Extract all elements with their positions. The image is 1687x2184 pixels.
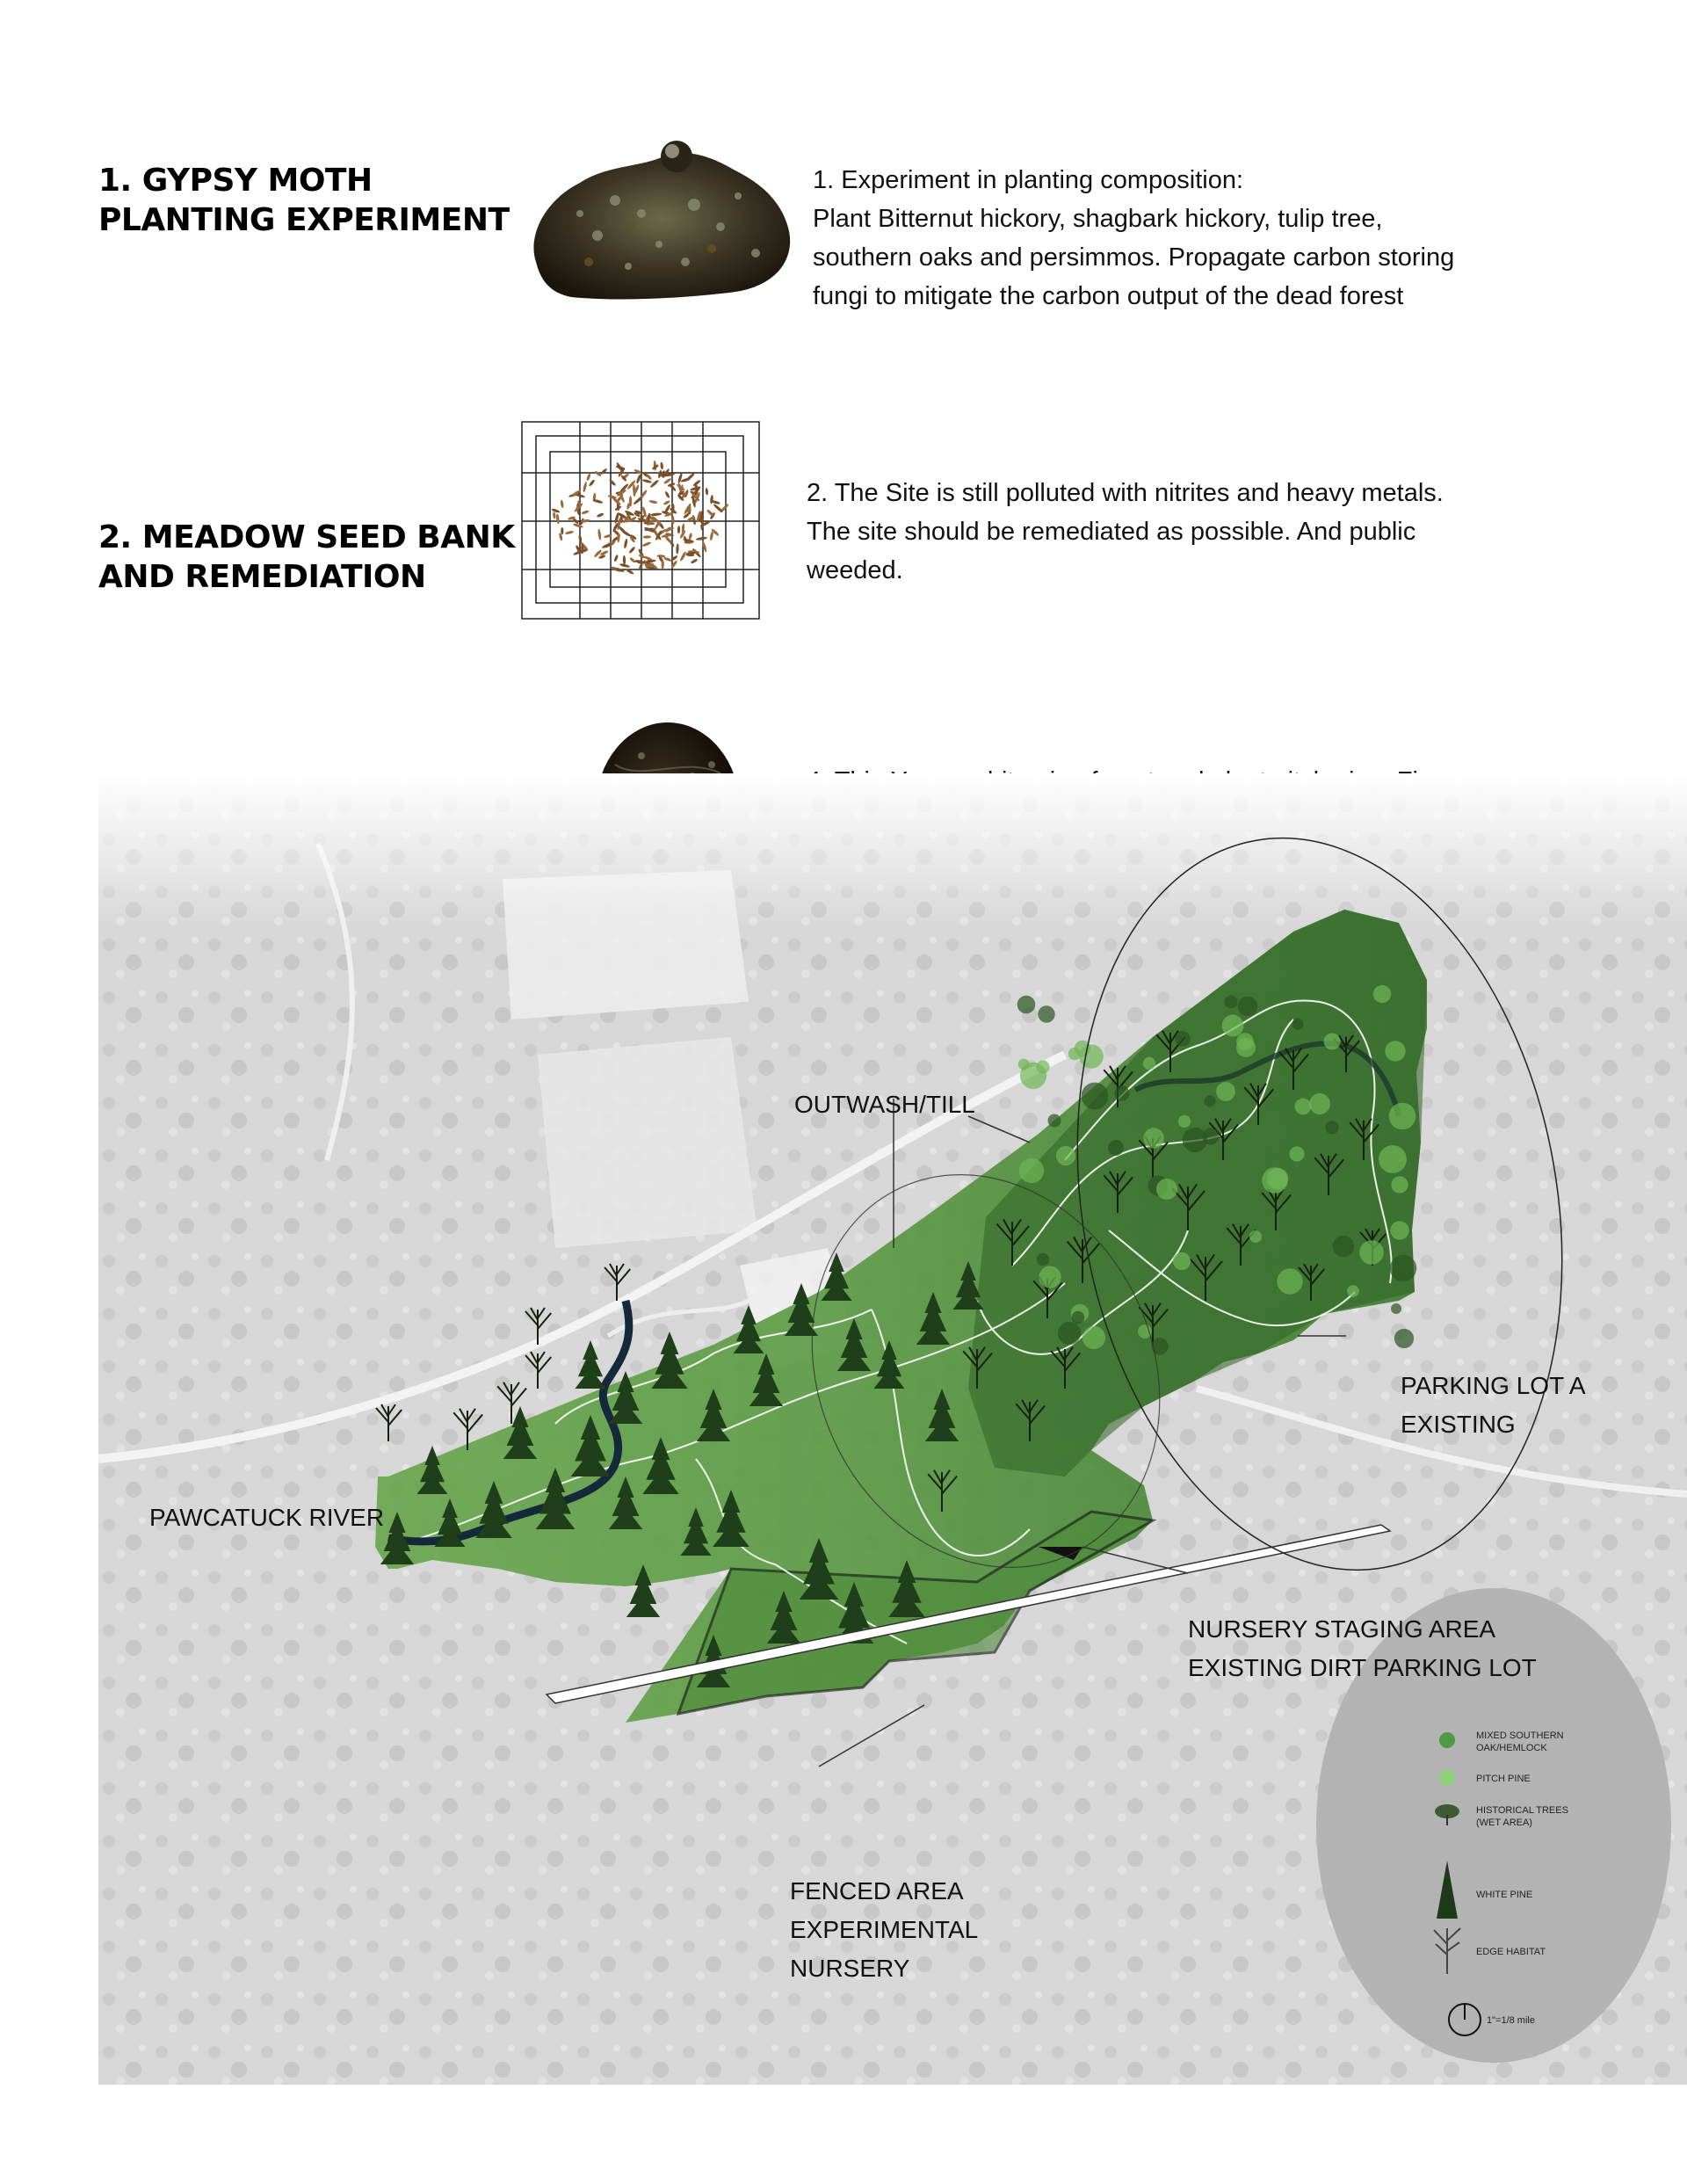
parking-lot-a-label	[1401, 1367, 1586, 1444]
canopy-blob	[1389, 1103, 1416, 1130]
section-1-desc-line: 1. Experiment in planting composition:	[813, 166, 1244, 194]
seed	[663, 556, 672, 562]
canopy-blob	[1391, 1176, 1408, 1193]
canopy-blob	[1037, 1253, 1049, 1266]
section-2-desc-line: 2. The Site is still polluted with nitrites and heavy metals.	[807, 479, 1444, 507]
canopy-blob	[1292, 1018, 1303, 1029]
pitch-pine-icon	[1439, 1770, 1455, 1786]
fenced-area-line3: NURSERY	[790, 1955, 910, 1982]
seed	[597, 528, 602, 540]
seed-bank-grid-icon	[518, 420, 764, 628]
section-2-heading-line2: AND REMEDIATION	[98, 559, 426, 595]
canopy-blob	[1039, 1266, 1061, 1288]
seed	[586, 473, 591, 481]
seed	[679, 551, 687, 562]
legend-item-label: EDGE HABITAT	[1476, 1947, 1546, 1957]
canopy-blob	[1277, 1268, 1302, 1294]
canopy-blob	[1056, 1146, 1075, 1165]
canopy-blob	[1202, 1128, 1219, 1144]
seed	[621, 529, 632, 537]
canopy-blob	[1379, 1145, 1407, 1173]
seed	[691, 558, 699, 564]
canopy-blob	[1143, 1128, 1163, 1148]
seed	[565, 530, 574, 534]
seed	[691, 515, 696, 526]
parking-lot-line1: PARKING LOT A	[1401, 1372, 1586, 1399]
nursery-staging-line2: EXISTING DIRT PARKING LOT	[1188, 1654, 1537, 1681]
canopy-blob	[1390, 1221, 1408, 1239]
legend-item-label: OAK/HEMLOCK	[1476, 1743, 1547, 1753]
legend-item-label: WHITE PINE	[1476, 1890, 1533, 1900]
canopy-blob	[1082, 1326, 1105, 1349]
seed	[713, 504, 723, 513]
seed	[623, 555, 626, 565]
seed	[553, 512, 556, 519]
seed	[594, 470, 602, 477]
canopy-blob	[1391, 1303, 1401, 1314]
seed	[583, 482, 588, 492]
site-map	[98, 773, 1687, 2085]
canopy-blob	[1138, 1324, 1152, 1339]
canopy-blob	[1225, 996, 1238, 1009]
legend-item-label: HISTORICAL TREES	[1476, 1805, 1568, 1816]
canopy-blob	[1249, 1230, 1262, 1243]
canopy-blob	[1333, 1236, 1355, 1258]
canopy-blob	[1347, 1285, 1359, 1297]
canopy-blob	[1019, 1158, 1044, 1183]
section-1-desc-line: southern oaks and persimmos. Propagate carbon storing	[813, 243, 1455, 272]
legend-item-label: MIXED SOUTHERN	[1476, 1731, 1564, 1741]
pawcatuck-river-text: PAWCATUCK RIVER	[149, 1504, 385, 1531]
canopy-blob	[1385, 1041, 1405, 1061]
seed	[600, 468, 608, 475]
seed	[688, 533, 692, 541]
seed	[705, 488, 708, 496]
seed	[629, 556, 636, 563]
canopy-blob	[1325, 1121, 1338, 1134]
canopy-blob	[1394, 1329, 1414, 1348]
section-1-heading-line1: 1. GYPSY MOTH	[98, 163, 373, 199]
canopy-blob	[1175, 1031, 1191, 1047]
canopy-blob	[1295, 1099, 1312, 1115]
canopy-blob	[1143, 1057, 1155, 1070]
seed	[581, 510, 589, 515]
canopy-blob	[1309, 1093, 1330, 1114]
canopy-blob	[1222, 1015, 1244, 1037]
seed	[633, 484, 636, 497]
legend-item-label: (WET AREA)	[1476, 1818, 1532, 1828]
seed	[696, 536, 707, 541]
seed	[555, 513, 560, 524]
seed	[662, 559, 664, 570]
canopy-blob	[1020, 1063, 1046, 1089]
section-2-description	[807, 474, 1510, 590]
section-2-desc-line: The site should be remediated as possible. And public	[807, 518, 1416, 546]
seed	[660, 462, 663, 470]
canopy-blob	[1072, 1311, 1084, 1324]
seed	[578, 534, 583, 543]
seed	[649, 479, 659, 489]
seed	[597, 512, 605, 518]
canopy-blob	[1048, 1114, 1061, 1128]
parking-lot-line2: EXISTING	[1401, 1411, 1516, 1438]
section-1-description	[813, 161, 1516, 316]
seed	[561, 527, 563, 535]
section-1-desc-line: Plant Bitternut hickory, shagbark hickory, tulip tree,	[813, 205, 1383, 233]
canopy-blob	[1236, 1033, 1254, 1050]
outwash-till-text: OUTWASH/TILL	[794, 1091, 975, 1118]
fenced-area-label	[790, 1872, 978, 1988]
canopy-blob	[1359, 1240, 1384, 1265]
canopy-blob	[1178, 1115, 1191, 1128]
seed	[560, 500, 563, 509]
seed	[709, 531, 713, 541]
section-2-heading	[98, 518, 515, 597]
canopy-blob	[1390, 1255, 1416, 1281]
pawcatuck-river-label	[149, 1498, 384, 1537]
seed	[628, 546, 636, 554]
canopy-blob	[1238, 997, 1258, 1017]
nursery-staging-line1: NURSERY STAGING AREA	[1188, 1615, 1496, 1643]
section-2-desc-line: weeded.	[807, 556, 903, 584]
canopy-blob	[1173, 1252, 1191, 1270]
canopy-blob	[1058, 1322, 1081, 1345]
seed	[701, 541, 707, 553]
outwash-till-label	[794, 1085, 975, 1124]
seed	[685, 472, 696, 482]
fungi-log-icon	[510, 130, 808, 306]
seed	[664, 490, 670, 498]
seed	[676, 543, 679, 554]
legend-scale-label: 1"=1/8 mile	[1487, 2015, 1535, 2026]
fenced-area-line1: FENCED AREA	[790, 1877, 964, 1905]
seed	[677, 526, 681, 533]
fenced-area-line2: EXPERIMENTAL	[790, 1916, 979, 1943]
oak-hemlock-icon	[1439, 1732, 1455, 1748]
canopy-blob	[1082, 1083, 1109, 1110]
canopy-blob	[1114, 1085, 1129, 1100]
canopy-blob	[1324, 1034, 1341, 1050]
section-1-heading	[98, 161, 510, 240]
canopy-blob	[1017, 996, 1036, 1014]
section-2-heading-line1: 2. MEADOW SEED BANK	[98, 519, 515, 555]
legend-item-label: PITCH PINE	[1476, 1774, 1531, 1784]
seed	[650, 512, 662, 516]
seed	[706, 509, 714, 517]
canopy-blob	[1289, 1146, 1304, 1161]
seed	[648, 500, 657, 504]
seed	[609, 479, 617, 487]
canopy-blob	[1108, 1140, 1124, 1156]
seed	[643, 535, 652, 539]
seed	[589, 479, 596, 487]
canopy-blob	[1373, 985, 1391, 1003]
nursery-staging-label	[1188, 1610, 1537, 1687]
seed	[641, 541, 651, 548]
canopy-blob	[1204, 1095, 1215, 1107]
seed	[613, 555, 619, 562]
canopy-blob	[1151, 1338, 1168, 1354]
seed	[551, 508, 560, 513]
section-1-desc-line: fungi to mitigate the carbon output of the dead forest	[813, 282, 1404, 310]
canopy-blob	[1216, 1082, 1235, 1101]
canopy-blob	[1038, 1005, 1054, 1022]
canopy-blob	[1156, 1179, 1177, 1200]
seed	[623, 539, 627, 549]
canopy-blob	[1267, 1168, 1288, 1189]
section-1-heading-line2: PLANTING EXPERIMENT	[98, 202, 510, 238]
